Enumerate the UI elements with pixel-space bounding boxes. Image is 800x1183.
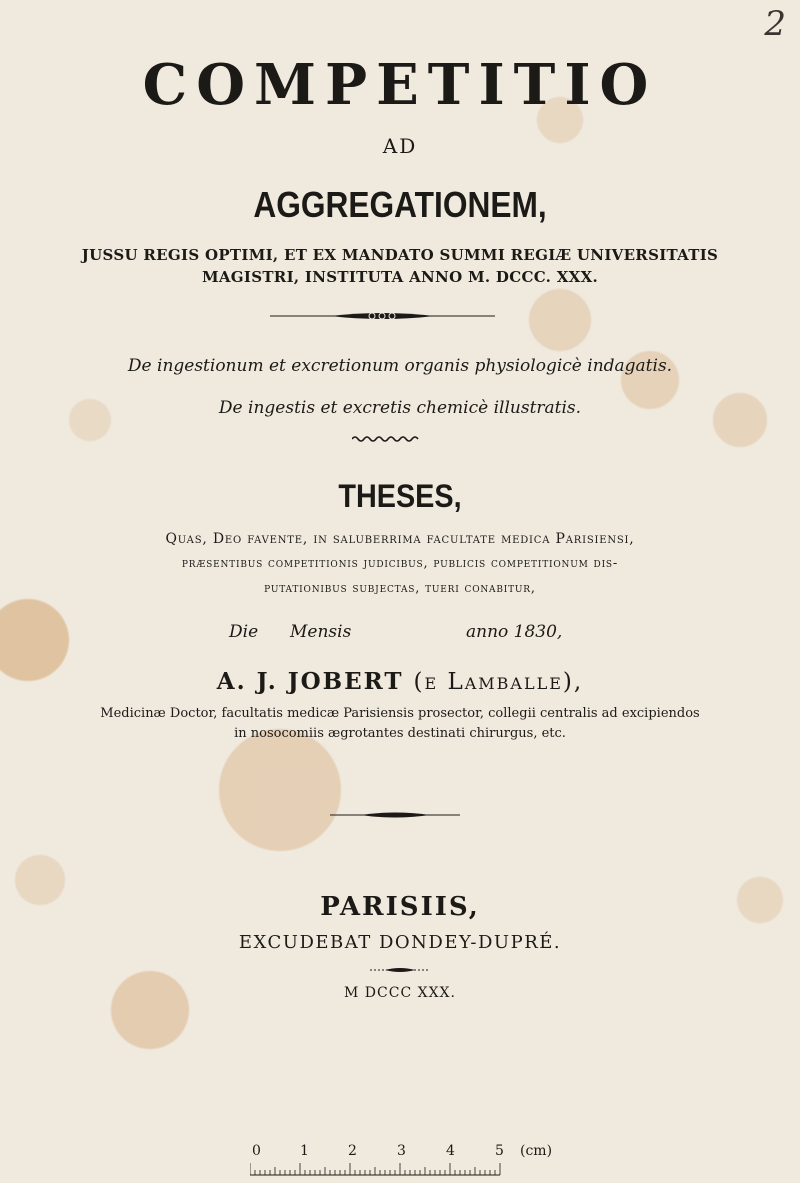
imprint-printer: EXCUDEBAT DONDEY-DUPRÉ.: [238, 932, 562, 953]
scale-label-3: 3: [397, 1143, 406, 1159]
jussu-line-2: MAGISTRI, INSTITUTA ANNO M. DCCC. XXX.: [201, 268, 599, 286]
author-description-1: Medicinæ Doctor, facultatis medicæ Parisiensis prosector, collegii centralis ad excipiendos: [100, 706, 700, 721]
author-line: [0, 668, 800, 695]
ornament-rule-1: [270, 309, 495, 323]
scale-unit: (cm): [520, 1143, 553, 1159]
imprint-year: M DCCC XXX.: [344, 985, 456, 1001]
scale-bar-labels: [240, 1143, 570, 1163]
date-die: Die: [229, 622, 259, 642]
main-title: COMPETITIO: [142, 52, 658, 118]
dotted-ornament: [370, 965, 430, 975]
ornament-rule-2: [330, 809, 460, 821]
scale-label-0: 0: [252, 1143, 261, 1159]
imprint-city: PARISIIS,: [320, 892, 480, 922]
scale-label-1: 1: [300, 1143, 309, 1159]
scale-label-2: 2: [348, 1143, 357, 1159]
quas-line-1: Quas, Deo favente, in saluberrima facultate medica Parisiensi,: [165, 531, 635, 547]
scale-label-4: 4: [446, 1143, 455, 1159]
date-mensis: Mensis: [290, 622, 352, 642]
author-name: A. J. JOBERT: [216, 668, 404, 695]
jussu-line-1: JUSSU REGIS OPTIMI, ET EX MANDATO SUMMI REGIÆ UNIVERSITATIS: [81, 246, 719, 264]
scale-bar: [250, 1163, 510, 1177]
scale-label-5: 5: [495, 1143, 504, 1159]
wavy-ornament: [352, 434, 422, 444]
subject-line-1: De ingestionum et excretionum organis physiologicè indagatis.: [127, 356, 673, 376]
theses-heading: THESES,: [338, 478, 462, 514]
page-number: 2: [764, 4, 786, 44]
title-ad: AD: [382, 134, 418, 158]
subject-line-2: De ingestis et excretis chemicè illustratis.: [218, 398, 582, 418]
author-description-2: in nosocomiis ægrotantes destinati chirurgus, etc.: [234, 726, 566, 741]
author-origin: (e Lamballe),: [413, 669, 584, 695]
quas-line-2: præsentibus competitionis judicibus, publicis competitionum dis-: [181, 556, 619, 571]
title-aggregationem: AGGREGATIONEM,: [253, 184, 547, 225]
date-anno: anno 1830,: [466, 622, 563, 642]
quas-line-3: putationibus subjectas, tueri conabitur,: [264, 581, 536, 596]
